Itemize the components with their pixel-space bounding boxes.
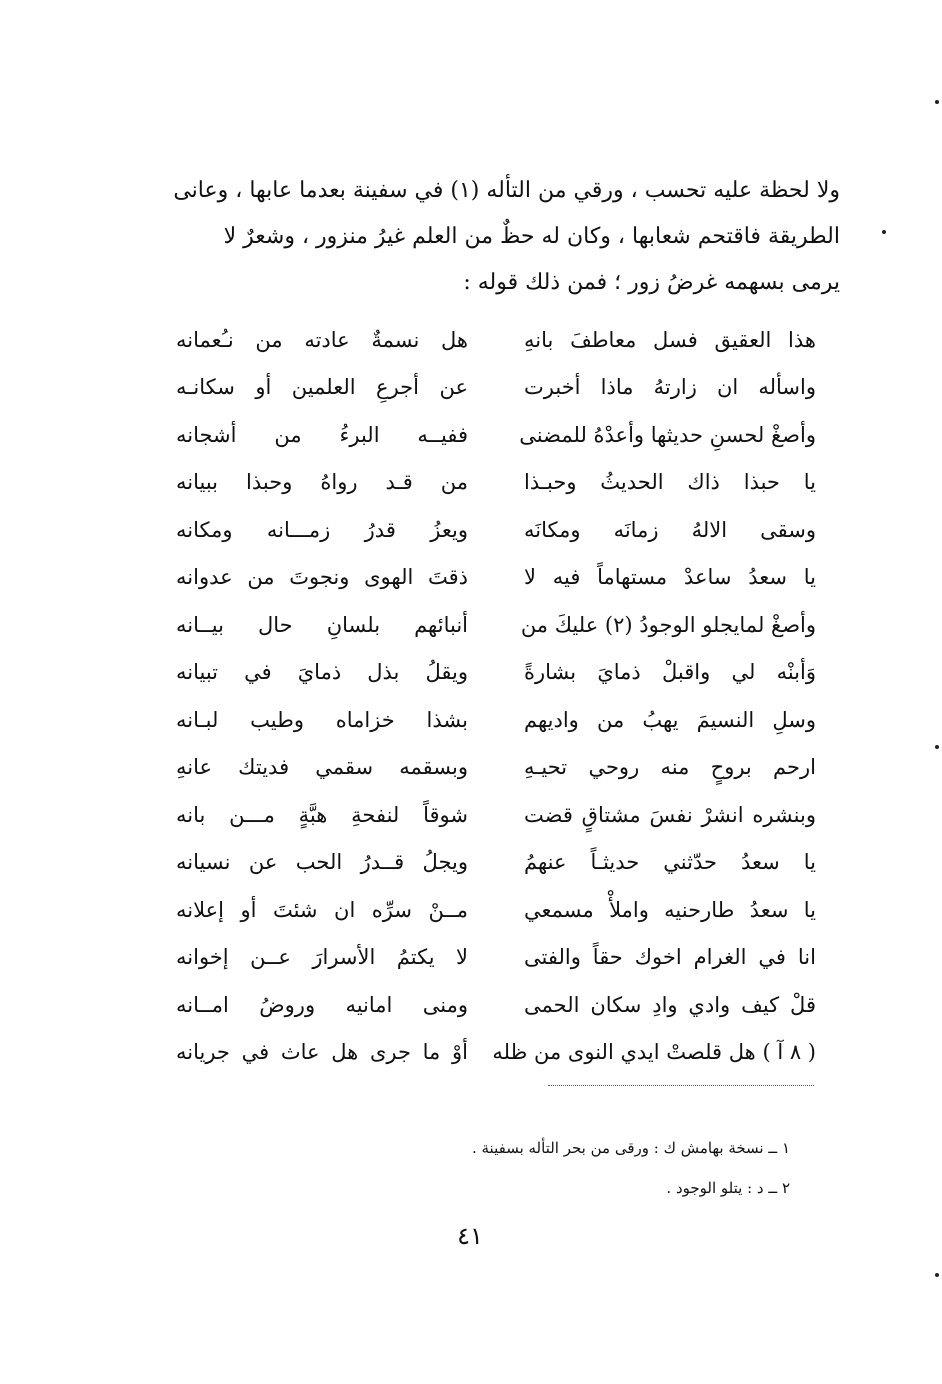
verse-first-hemistich: يا سعدُ طارحنيه واملأْ مسمعي bbox=[524, 897, 816, 922]
verse-second-hemistich: ومنى امانيه وروضُ امــانه bbox=[176, 992, 468, 1017]
page-number: ٤١ bbox=[457, 1222, 483, 1250]
verse-second-hemistich: وبسقمه سقمي فديتك عانهِ bbox=[176, 755, 468, 780]
footnotes bbox=[360, 1128, 790, 1208]
verse-line bbox=[176, 459, 816, 507]
verse-line bbox=[176, 506, 816, 554]
verse-first-hemistich: وبنشره انشرْ نفسَ مشتاقٍ قضت bbox=[524, 802, 816, 827]
verse-first-hemistich: يا سعدُ ساعدْ مستهاماً فيه لا bbox=[524, 565, 816, 590]
verse-second-hemistich: ويجلُ قــدرُ الحب عن نسيانه bbox=[176, 850, 468, 875]
verse-line bbox=[176, 981, 816, 1029]
verse-line bbox=[176, 791, 816, 839]
verse-line bbox=[176, 601, 816, 649]
verse-second-hemistich: ذقتَ الهوى ونجوتَ من عدوانه bbox=[176, 565, 468, 590]
margin-folio-reference: ( ٨ آ ) bbox=[762, 1040, 816, 1065]
verse-second-hemistich: بشذا خزاماه وطيب لبـانه bbox=[176, 707, 468, 732]
prose-line: يرمى بسهمه غرضُ زور ؛ فمن ذلك قوله : bbox=[463, 270, 840, 295]
verse-line bbox=[176, 649, 816, 697]
scan-speck bbox=[882, 230, 886, 234]
verse-first-hemistich: يا سعدُ حدّثني حديثـاً عنهمُ bbox=[524, 850, 816, 875]
verse-line bbox=[176, 411, 816, 459]
verse-line bbox=[176, 316, 816, 364]
verse-first-hemistich: هذا العقيق فسل معاطفَ بانهِ bbox=[524, 327, 816, 352]
verse-line bbox=[176, 744, 816, 792]
verse-line bbox=[176, 886, 816, 934]
verse-second-hemistich: ويقلُ بذل ذمايَ في تبيانه bbox=[176, 660, 468, 685]
verse-second-hemistich: مــنْ سرِّه ان شئتَ أو إعلانه bbox=[176, 897, 468, 922]
scan-speck bbox=[935, 745, 939, 749]
verse-first-hemistich: ارحم بروحٍ منه روحي تحيـهِ bbox=[524, 755, 816, 780]
verse-first-hemistich: وسلِ النسيمَ يهبُ من واديهم bbox=[524, 707, 816, 732]
verse-first-hemistich: وأصغْ لحسنِ حديثها وأعدْهُ للمضنى bbox=[519, 422, 816, 447]
verse-second-hemistich: لا يكتمُ الأسرارَ عــن إخوانه bbox=[176, 945, 468, 970]
verse-line bbox=[176, 934, 816, 982]
verse-first-hemistich: يا حبذا ذاك الحديثُ وحبـذا bbox=[524, 470, 816, 495]
verse-first-hemistich: وَأبنْه لي واقبلْ ذمايَ بشارةً bbox=[524, 660, 816, 685]
verse-second-hemistich: أوْ ما جرى هل عاث في جريانه bbox=[176, 1040, 468, 1065]
footnote: ٢ ــ د : يتلو الوجود . bbox=[666, 1179, 790, 1197]
poem bbox=[176, 316, 816, 1076]
verse-second-hemistich: ويعزُ قدرُ زمـــانه ومكانه bbox=[176, 517, 468, 542]
verse-first-hemistich: قلْ كيف وادي وادِ سكان الحمى bbox=[524, 992, 816, 1017]
verse-line bbox=[176, 696, 816, 744]
verse-second-hemistich: عن أجرعِ العلمين أو سكانـه bbox=[176, 375, 468, 400]
verse-line bbox=[176, 1029, 816, 1077]
scan-speck bbox=[935, 100, 939, 104]
verse-second-hemistich: ففيــه البرءُ من أشجانه bbox=[176, 422, 468, 447]
verse-second-hemistich: أنبائهم بلسانِ حال بيــانه bbox=[176, 612, 468, 637]
verse-line bbox=[176, 364, 816, 412]
verse-line bbox=[176, 554, 816, 602]
verse-line bbox=[176, 839, 816, 887]
verse-first-hemistich bbox=[492, 1040, 816, 1065]
prose-line: الطريقة فاقتحم شعابها ، وكان له حظٌ من العلم غيرُ منزور ، وشعرٌ لا bbox=[223, 224, 840, 249]
verse-first-hemistich: وسقى الالهُ زمانَه ومكانَه bbox=[524, 517, 816, 542]
verse-first-hemistich: انا في الغرام اخوك حقاً والفتى bbox=[524, 945, 816, 970]
verse-second-hemistich: شوقاً لنفحةِ هبَّةٍ مـــن بانه bbox=[176, 802, 468, 827]
scan-speck bbox=[935, 1273, 939, 1277]
verse-first-hemistich: واسأله ان زارتهُ ماذا أخبرت bbox=[524, 375, 816, 400]
verse-text: هل قلصتْ ايدي النوى من ظله bbox=[492, 1040, 756, 1065]
verse-second-hemistich: هل نسمةٌ عادته من نـُعمانه bbox=[176, 327, 468, 352]
footnote: ١ ــ نسخة بهامش ك : ورقى من بحر التأله بسفينة . bbox=[471, 1139, 790, 1157]
prose-paragraph bbox=[150, 168, 840, 306]
verse-first-hemistich: وأصغْ لمايجلو الوجودُ (٢) عليكَ من bbox=[520, 612, 816, 637]
prose-line: ولا لحظة عليه تحسب ، ورقي من التأله (١) في سفينة بعدما عابها ، وعانى bbox=[173, 178, 840, 203]
footnote-separator bbox=[548, 1085, 814, 1086]
verse-second-hemistich: من قـد رواهُ وحبذا ببيانه bbox=[176, 470, 468, 495]
